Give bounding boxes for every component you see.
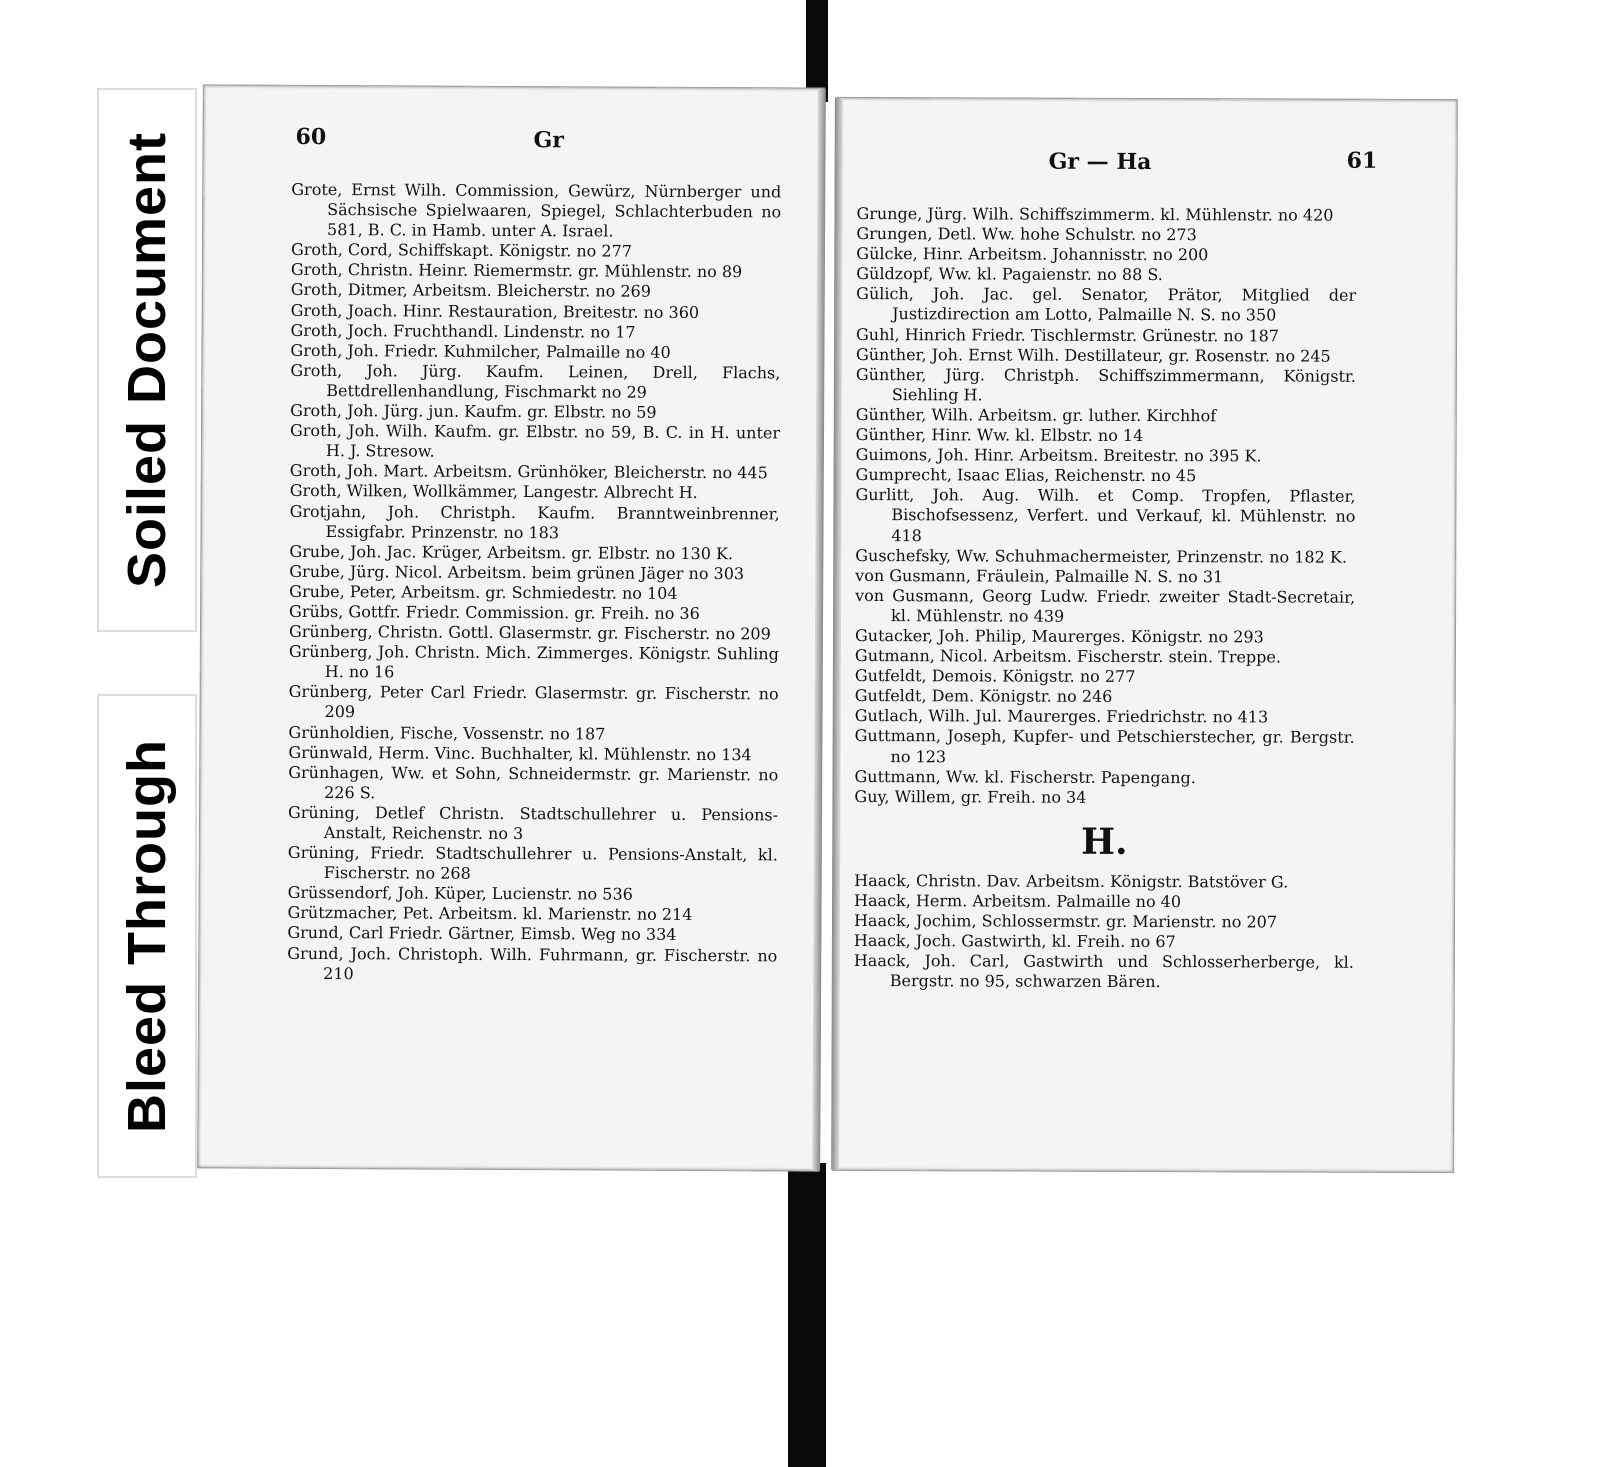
bleed-through-text: Bleed Through — [117, 739, 178, 1133]
directory-entry: Grüning, Friedr. Stadtschullehrer u. Pensions-Anstalt, kl. Fischerstr. no 268 — [287, 842, 778, 883]
directory-entry: Grübs, Gottfr. Friedr. Commission. gr. Freih. no 36 — [289, 601, 700, 623]
right-entries-h — [854, 871, 1354, 993]
directory-entry: Grube, Joh. Jac. Krüger, Arbeitsm. gr. Elbstr. no 130 K. — [289, 541, 734, 563]
directory-entry: Gutacker, Joh. Philip, Maurerges. Königstr. no 293 — [854, 625, 1264, 647]
directory-entry: Gutfeldt, Dem. Königstr. no 246 — [854, 686, 1113, 707]
directory-entry: Günther, Joh. Ernst Wilh. Destillateur, gr. Rosenstr. no 245 — [855, 344, 1331, 366]
right-entry-list — [854, 204, 1357, 993]
directory-entry: von Gusmann, Fräulein, Palmaille N. S. no 31 — [855, 565, 1224, 586]
directory-entry: Gumprecht, Isaac Elias, Reichenstr. no 45 — [855, 465, 1197, 486]
left-page-gutter — [812, 89, 826, 1171]
directory-entry: Groth, Joh. Mart. Arbeitsm. Grünhöker, Bleicherstr. no 445 — [289, 461, 768, 483]
directory-entry: Guttmann, Ww. kl. Fischerstr. Papengang. — [854, 766, 1196, 787]
directory-entry: Grützmacher, Pet. Arbeitsm. kl. Marienstr. no 214 — [287, 903, 693, 925]
directory-entry: Guschefsky, Ww. Schuhmachermeister, Prinzenstr. no 182 K. — [855, 545, 1347, 567]
right-entries-gr — [854, 204, 1356, 809]
directory-entry: Haack, Jochim, Schlossermstr. gr. Marienstr. no 207 — [853, 911, 1278, 932]
left-running-head: Gr — [533, 127, 565, 154]
left-entry-list — [287, 180, 781, 986]
directory-entry: Grünberg, Christn. Gottl. Glasermstr. gr. Fischerstr. no 209 — [288, 621, 771, 644]
directory-entry: Haack, Joh. Carl, Gastwirth und Schlosserherberge, kl. Bergstr. no 95, schwarzen Bären. — [853, 951, 1354, 992]
right-page-number: 61 — [1346, 147, 1378, 174]
directory-entry: Gurlitt, Joh. Aug. Wilh. et Comp. Tropfen, Pflaster, Bischofsessenz, Verfert. und Verkauf, kl. Mühlenstr. no 418 — [855, 485, 1356, 545]
directory-entry: Groth, Christn. Heinr. Riemermstr. gr. Mühlenstr. no 89 — [290, 260, 743, 282]
directory-entry: von Gusmann, Georg Ludw. Friedr. zweiter Stadt-Secretair, kl. Mühlenstr. no 439 — [855, 585, 1356, 626]
directory-entry: Groth, Joch. Fruchthandl. Lindenstr. no 17 — [290, 320, 636, 342]
right-running-head: Gr — Ha — [1048, 148, 1152, 176]
right-page — [832, 97, 1458, 1173]
directory-entry: Grube, Peter, Arbeitsm. gr. Schmiedestr. no 104 — [289, 581, 678, 603]
directory-entry: Groth, Ditmer, Arbeitsm. Bleicherstr. no 269 — [290, 280, 651, 302]
directory-entry: Gutfeldt, Demois. Königstr. no 277 — [854, 666, 1136, 687]
directory-entry: Groth, Joh. Wilh. Kaufm. gr. Elbstr. no 59, B. C. in H. unter H. J. Stresow. — [289, 420, 781, 461]
directory-entry: Groth, Joach. Hinr. Restauration, Breitestr. no 360 — [290, 300, 700, 322]
directory-entry: Grüning, Detlef Christn. Stadtschullehrer u. Pensions-Anstalt, Reichenstr. no 3 — [287, 802, 779, 844]
directory-entry: Grunge, Jürg. Wilh. Schiffszimmerm. kl. Mühlenstr. no 420 — [856, 203, 1334, 225]
directory-entry: Groth, Joh. Jürg. jun. Kaufm. gr. Elbstr. no 59 — [290, 400, 657, 422]
directory-entry: Haack, Joch. Gastwirth, kl. Freih. no 67 — [853, 931, 1176, 952]
directory-entry: Günther, Hinr. Ww. kl. Elbstr. no 14 — [855, 425, 1144, 446]
directory-entry: Grüssendorf, Joh. Küper, Lucienstr. no 536 — [287, 883, 633, 904]
directory-entry: Grünhagen, Ww. et Sohn, Schneidermstr. gr. Marienstr. no 226 S. — [288, 762, 779, 803]
section-letter-h: H. — [1080, 820, 1128, 863]
directory-entry: Guttmann, Joseph, Kupfer- und Petschierstecher, gr. Bergstr. no 123 — [854, 726, 1355, 766]
left-page — [197, 84, 825, 1171]
directory-entry: Gutmann, Nicol. Arbeitsm. Fischerstr. stein. Treppe. — [854, 646, 1282, 667]
directory-entry: Groth, Cord, Schiffskapt. Königstr. no 277 — [290, 240, 633, 261]
directory-entry: Haack, Christn. Dav. Arbeitsm. Königstr. Batstöver G. — [854, 870, 1289, 892]
directory-entry: Groth, Joh. Friedr. Kuhmilcher, Palmaille no 40 — [290, 340, 671, 362]
directory-entry: Guy, Willem, gr. Freih. no 34 — [854, 786, 1087, 807]
left-page-number: 60 — [295, 123, 327, 151]
directory-entry: Gutlach, Wilh. Jul. Maurerges. Friedrichstr. no 413 — [854, 706, 1269, 727]
directory-entry: Gülcke, Hinr. Arbeitsm. Johannisstr. no 200 — [856, 244, 1209, 265]
directory-entry: Guimons, Joh. Hinr. Arbeitsm. Breitestr. no 395 K. — [855, 445, 1262, 466]
directory-entry: Grund, Joch. Christoph. Wilh. Fuhrmann, gr. Fischerstr. no 210 — [287, 943, 778, 983]
right-page-gutter — [831, 98, 843, 1170]
directory-entry: Groth, Joh. Jürg. Kaufm. Leinen, Drell, Flachs, Bettdrellenhandlung, Fischmarkt no 29 — [290, 360, 781, 402]
bleed-through-label — [97, 694, 197, 1178]
directory-entry: Günther, Jürg. Christph. Schiffszimmermann, Königstr. Siehling H. — [855, 364, 1356, 405]
directory-entry: Güldzopf, Ww. kl. Pagaienstr. no 88 S. — [856, 264, 1163, 285]
directory-entry: Grotjahn, Joh. Christph. Kaufm. Branntweinbrenner, Essigfabr. Prinzenstr. no 183 — [289, 501, 780, 542]
directory-entry: Grungen, Detl. Ww. hohe Schulstr. no 273 — [856, 224, 1197, 245]
directory-entry: Grünwald, Herm. Vinc. Buchhalter, kl. Mühlenstr. no 134 — [288, 742, 752, 764]
directory-entry: Groth, Wilken, Wollkämmer, Langestr. Albrecht H. — [289, 481, 698, 503]
directory-entry: Günther, Wilh. Arbeitsm. gr. luther. Kirchhof — [855, 404, 1217, 426]
directory-entry: Grund, Carl Friedr. Gärtner, Eimsb. Weg no 334 — [287, 923, 677, 945]
directory-entry: Haack, Herm. Arbeitsm. Palmaille no 40 — [854, 890, 1182, 912]
soiled-document-text: Soiled Document — [117, 131, 178, 589]
directory-entry: Gülich, Joh. Jac. gel. Senator, Prätor, Mitglied der Justizdirection am Lotto, Palmaille N. S. no 350 — [856, 284, 1357, 325]
directory-entry: Grube, Jürg. Nicol. Arbeitsm. beim grünen Jäger no 303 — [289, 561, 745, 584]
directory-entry: Grünholdien, Fische, Vossenstr. no 187 — [288, 722, 606, 744]
directory-entry: Grote, Ernst Wilh. Commission, Gewürz, Nürnberger und Sächsische Spielwaaren, Spiegel, Schlachterbuden no 581, B. C. in Hamb. unter A. Israel. — [291, 179, 782, 241]
soiled-document-label — [97, 88, 197, 632]
directory-entry: Grünberg, Peter Carl Friedr. Glasermstr. gr. Fischerstr. no 209 — [288, 682, 779, 722]
binding-strip-bottom — [788, 1163, 826, 1467]
directory-entry: Guhl, Hinrich Friedr. Tischlermstr. Grünestr. no 187 — [856, 324, 1280, 346]
directory-entry: Grünberg, Joh. Christn. Mich. Zimmerges. Königstr. Suhling H. no 16 — [288, 641, 779, 682]
